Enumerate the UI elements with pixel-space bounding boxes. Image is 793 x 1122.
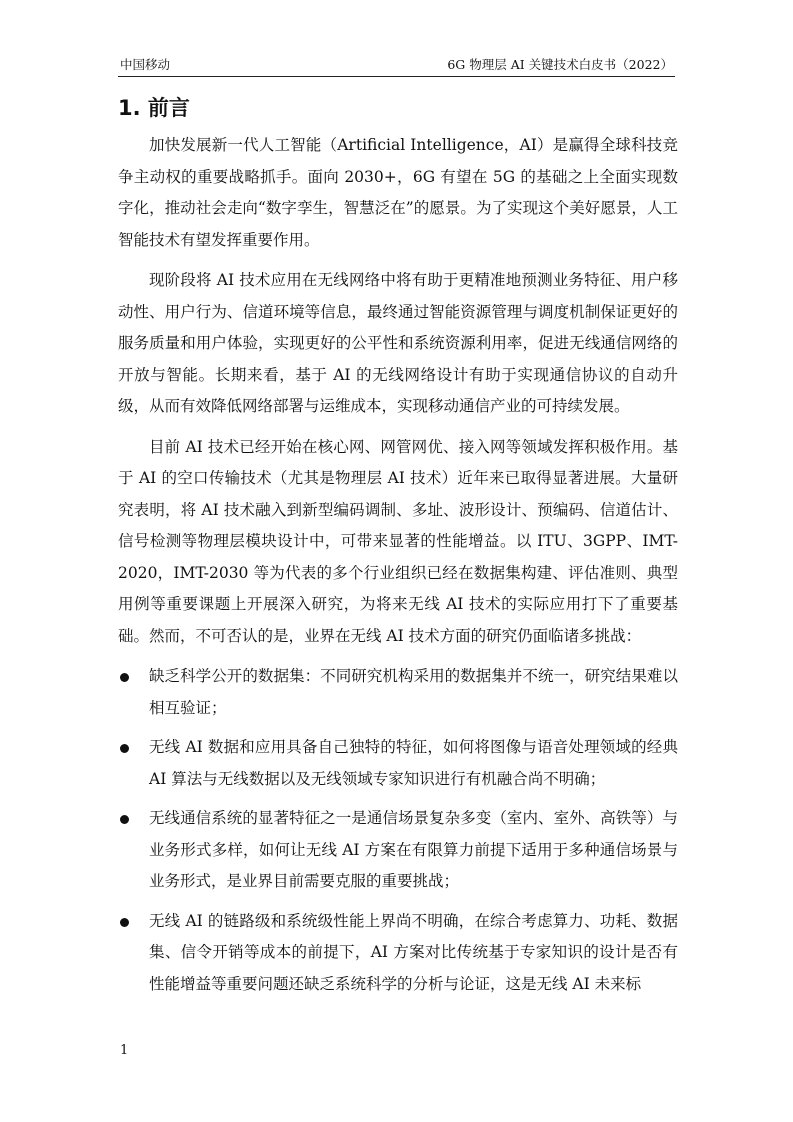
list-item <box>118 732 678 795</box>
list-item-text: 无线 AI 的链路级和系统级性能上界尚不明确，在综合考虑算力、功耗、数据集、信令开销等成本的前提下，AI 方案对比传统基于专家知识的设计是否有性能增益等重要问题还缺乏系统科学的分析与论证，这是无线 AI 未来标 <box>149 911 678 993</box>
header-organization: 中国移动 <box>120 57 171 72</box>
section-title: 1. 前言 <box>118 96 190 120</box>
page-header <box>118 52 675 77</box>
paragraph-current-stage: 现阶段将 AI 技术应用在无线网络中将有助于更精准地预测业务特征、用户移动性、用户行为、信道环境等信息，最终通过智能资源管理与调度机制保证更好的服务质量和用户体验，实现更好的公平性和系统资源利用率，促进无线通信网络的开放与智能。长期来看，基于 AI 的无线网络设计有助于实现通信协议的自动升级，从而有效降低网络部署与运维成本，实现移动通信产业的可持续发展。 <box>118 271 678 415</box>
bullet-icon <box>120 673 129 682</box>
header-document-title: 6G 物理层 AI 关键技术白皮书（2022） <box>447 57 673 72</box>
list-item-text: 缺乏科学公开的数据集：不同研究机构采用的数据集并不统一，研究结果难以相互验证； <box>149 667 678 717</box>
challenge-list <box>118 661 678 1000</box>
list-item-text: 无线 AI 数据和应用具备自己独特的特征，如何将图像与语音处理领域的经典 AI 算法与无线数据以及无线领域专家知识进行有机融合尚不明确； <box>149 738 678 788</box>
bullet-icon <box>120 918 129 927</box>
list-item <box>118 906 678 1001</box>
bullet-icon <box>120 744 129 753</box>
page-number: 1 <box>120 1043 129 1058</box>
paragraph-challenges-intro: 目前 AI 技术已经开始在核心网、网管网优、接入网等领域发挥积极作用。基于 AI 的空口传输技术（尤其是物理层 AI 技术）近年来已取得显著进展。大量研究表明，将 AI 技术融入到新型编码调制、多址、波形设计、预编码、信道估计、信号检测等物理层模块设计中，可带来显著的性能增益。以 ITU、3GPP、IMT-2020，IMT-2030 等为代表的多个行业组织已经在数据集构建、评估准则、典型用例等重要课题上开展深入研究，为将来无线 AI 技术的实际应用打下了重要基础。然而，不可否认的是，业界在无线 AI 技术方面的研究仍面临诸多挑战： <box>118 437 678 645</box>
page-content <box>118 90 678 1008</box>
list-item-text: 无线通信系统的显著特征之一是通信场景复杂多变（室内、室外、高铁等）与业务形式多样，如何让无线 AI 方案在有限算力前提下适用于多种通信场景与业务形式，是业界目前需要克服的重要挑战； <box>149 809 678 890</box>
list-item <box>118 803 678 898</box>
paragraph-intro: 加快发展新一代人工智能（Artificial Intelligence，AI）是赢得全球科技竞争主动权的重要战略抓手。面向 2030+，6G 有望在 5G 的基础之上全面实现数字化，推动社会走向“数字孪生，智慧泛在”的愿景。为了实现这个美好愿景，人工智能技术有望发挥重要作用。 <box>118 136 678 249</box>
bullet-icon <box>120 815 129 824</box>
list-item <box>118 661 678 724</box>
